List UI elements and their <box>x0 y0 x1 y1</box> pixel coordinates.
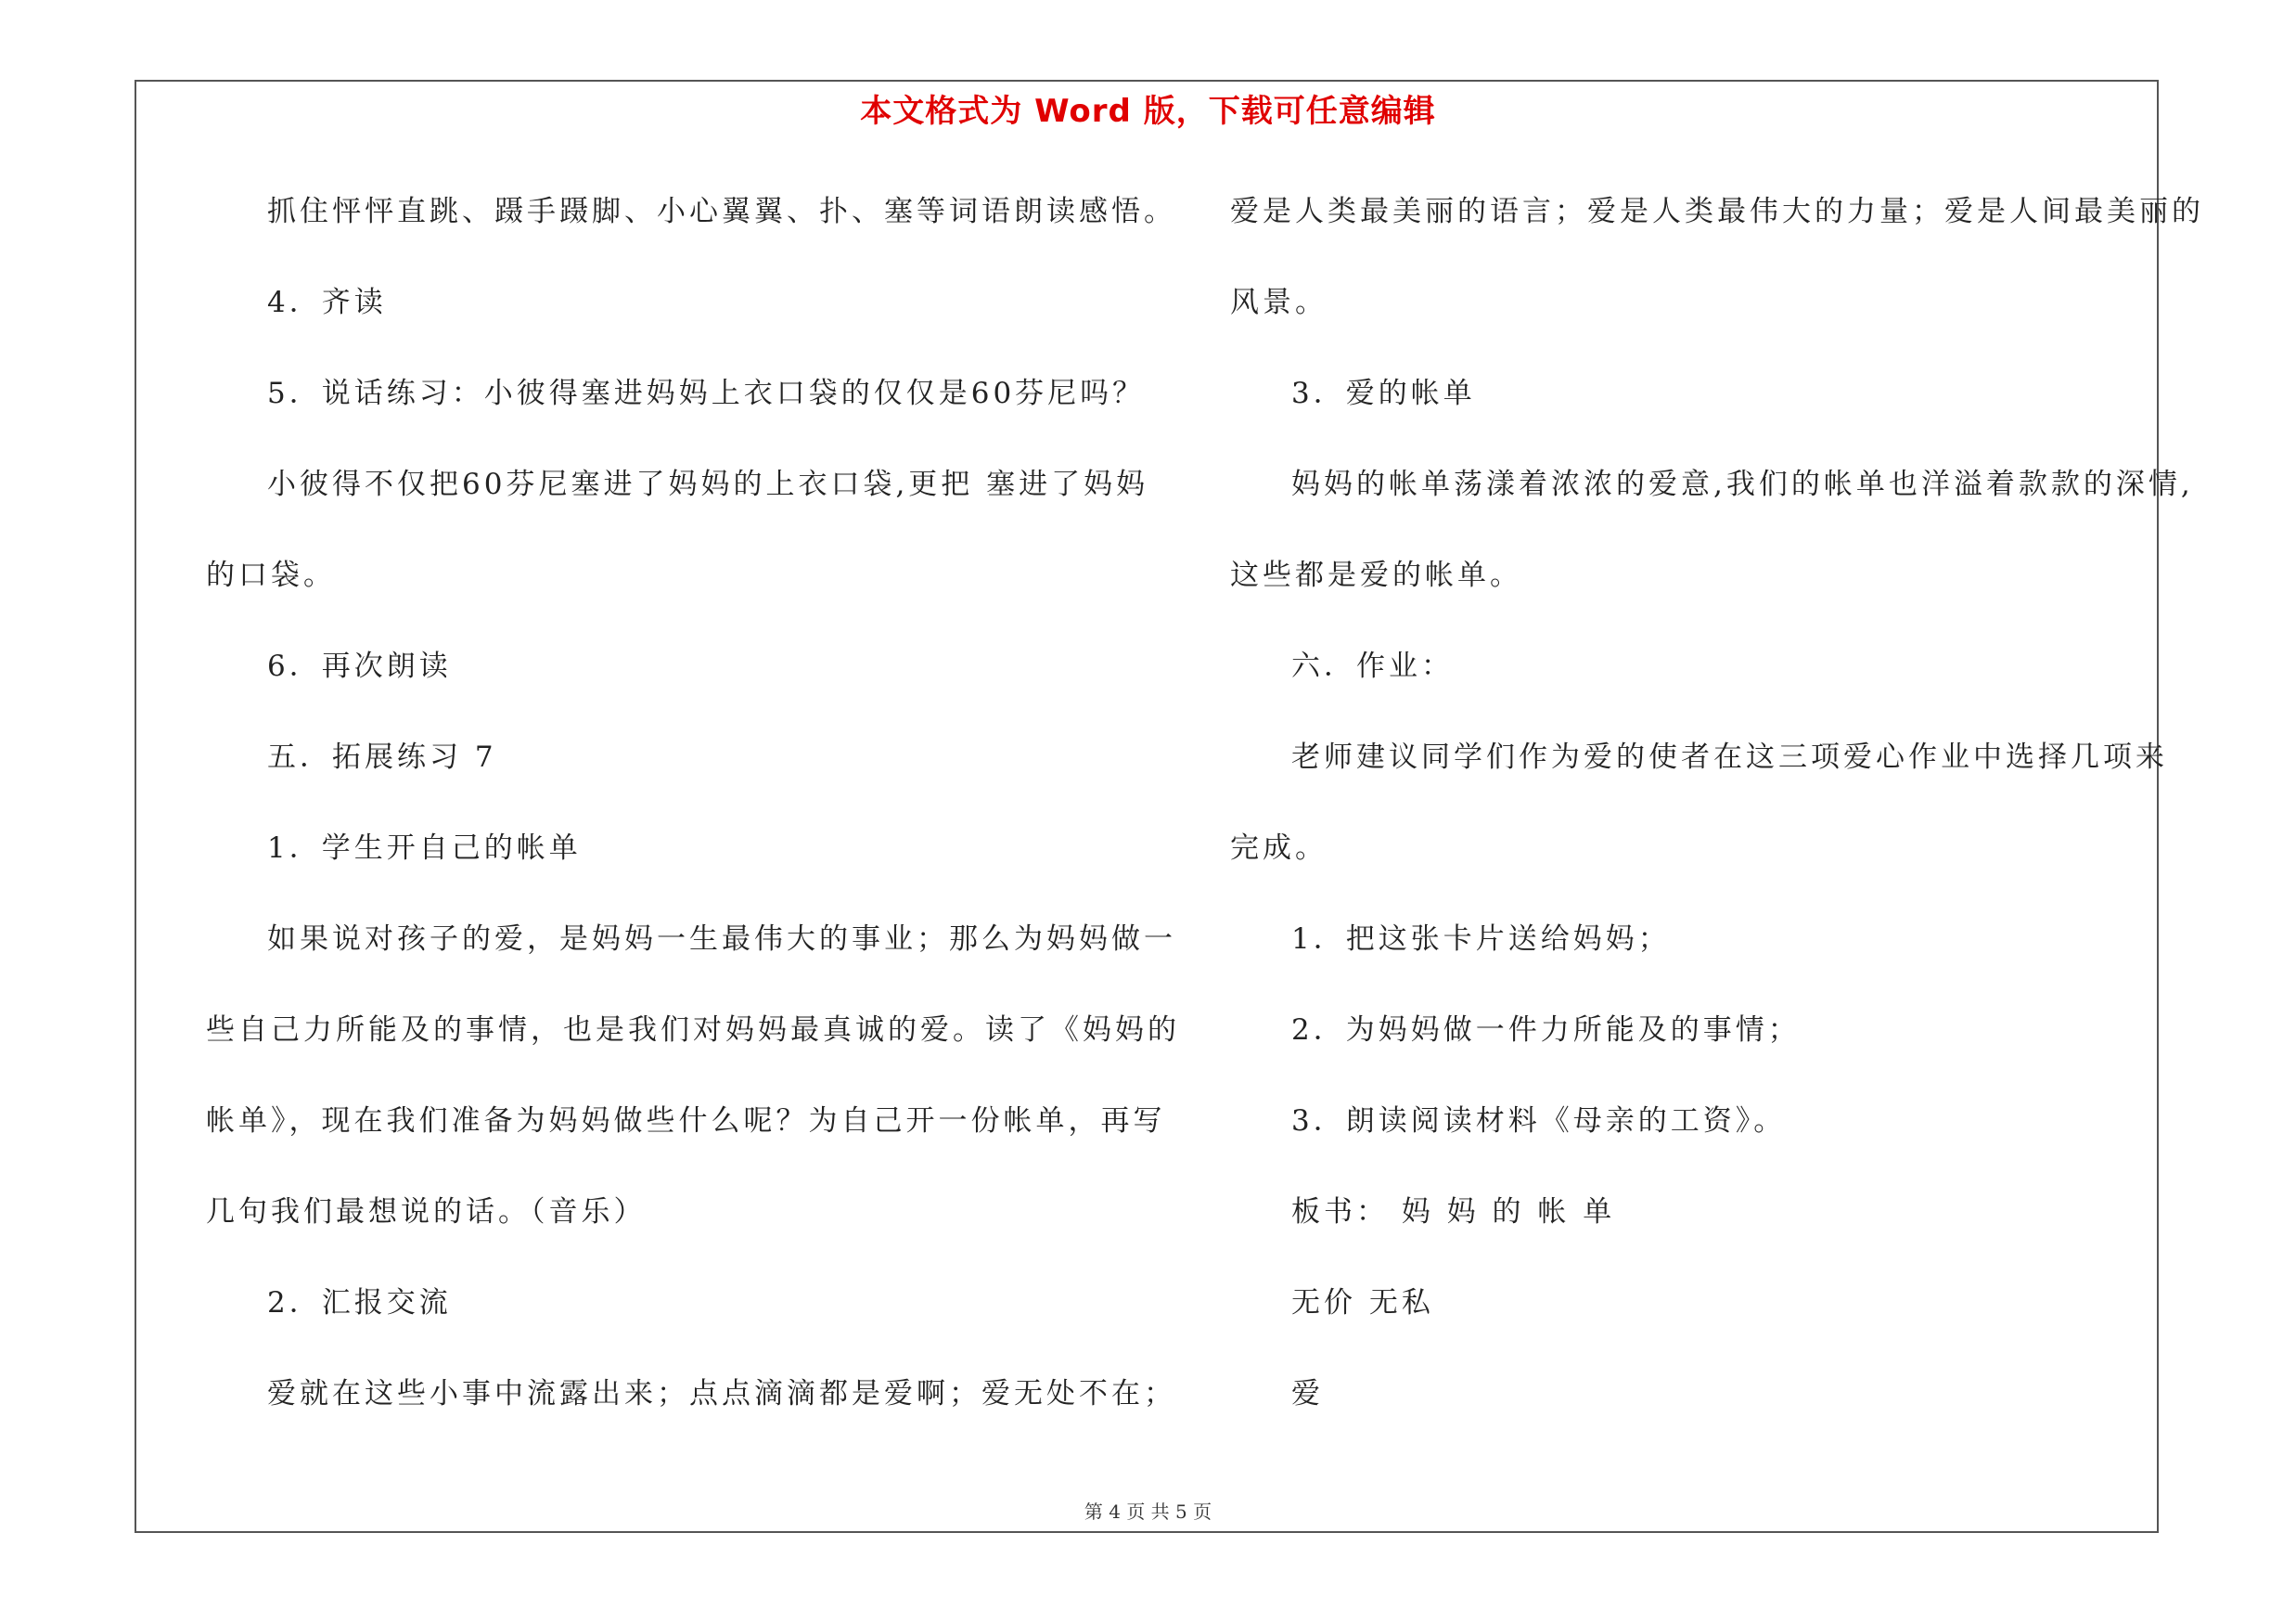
text-line: 帐单》，现在我们准备为妈妈做些什么呢？为自己开一份帐单，再写 <box>206 1104 1166 1138</box>
right-column <box>1230 182 2204 1455</box>
text-line: 些自己力所能及的事情，也是我们对妈妈最真诚的爱。读了《妈妈的 <box>206 1013 1180 1047</box>
text-line: 3．朗读阅读材料《母亲的工资》。 <box>1291 1104 1787 1138</box>
text-line: 爱就在这些小事中流露出来；点点滴滴都是爱啊；爱无处不在； <box>267 1377 1176 1410</box>
text-line: 如果说对孩子的爱，是妈妈一生最伟大的事业；那么为妈妈做一 <box>267 922 1176 956</box>
text-line: 老师建议同学们作为爱的使者在这三项爱心作业中选择几项来 <box>1291 741 2168 774</box>
text-line: 板书： 妈 妈 的 帐 单 <box>1291 1195 1616 1229</box>
text-line: 五．拓展练习 7 <box>267 741 497 774</box>
text-line: 6．再次朗读 <box>267 650 452 683</box>
text-line: 这些都是爱的帐单。 <box>1230 559 1522 592</box>
text-line: 的口袋。 <box>206 559 336 592</box>
text-line: 3．爱的帐单 <box>1291 377 1476 410</box>
text-line: 小彼得不仅把60芬尼塞进了妈妈的上衣口袋,更把 塞进了妈妈 <box>267 468 1149 501</box>
text-line: 几句我们最想说的话。（音乐） <box>206 1195 647 1229</box>
text-line: 无价 无私 <box>1291 1286 1434 1320</box>
text-line: 4．齐读 <box>267 286 387 319</box>
text-line: 妈妈的帐单荡漾着浓浓的爱意,我们的帐单也洋溢着款款的深情, <box>1291 468 2194 501</box>
text-line: 1．学生开自己的帐单 <box>267 831 582 865</box>
text-line: 1．把这张卡片送给妈妈； <box>1291 922 1671 956</box>
text-line: 抓住怦怦直跳、蹑手蹑脚、小心翼翼、扑、塞等词语朗读感悟。 <box>267 195 1176 228</box>
text-line: 2．为妈妈做一件力所能及的事情； <box>1291 1013 1801 1047</box>
text-line: 风景。 <box>1230 286 1328 319</box>
text-line: 5．说话练习：小彼得塞进妈妈上衣口袋的仅仅是60芬尼吗？ <box>267 377 1146 410</box>
text-line: 爱是人类最美丽的语言；爱是人类最伟大的力量；爱是人间最美丽的 <box>1230 195 2204 228</box>
page-number: 第 4 页 共 5 页 <box>1084 1501 1212 1523</box>
text-line: 爱 <box>1291 1377 1324 1410</box>
format-banner: 本文格式为 Word 版，下载可任意编辑 <box>860 93 1436 130</box>
left-column <box>206 182 1180 1455</box>
text-line: 六．作业： <box>1291 650 1454 683</box>
text-line: 完成。 <box>1230 831 1328 865</box>
text-line: 2．汇报交流 <box>267 1286 452 1320</box>
